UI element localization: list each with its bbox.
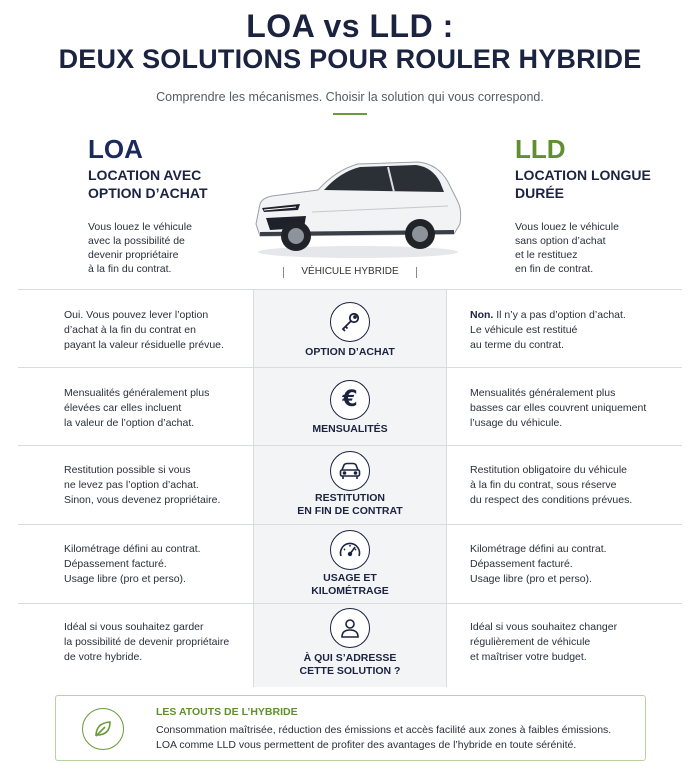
vehicle-label: [283, 266, 417, 277]
row-cible-lld: [470, 620, 670, 665]
cell-line: Oui. Vous pouvez lever l’option: [64, 309, 209, 321]
row-option-achat-label: [253, 346, 447, 359]
cell-line: Kilométrage défini au contrat.: [64, 543, 201, 555]
loa-desc-line: avec la possibilité de: [88, 235, 185, 247]
lld-acronym: LLD: [515, 134, 566, 164]
person-icon: [330, 608, 370, 648]
cell-line: élevées car elles incluent: [64, 402, 182, 414]
cell-line: Dépassement facturé.: [64, 558, 167, 570]
cell-line: Restitution possible si vous: [64, 464, 191, 476]
cell-line: Restitution obligatoire du véhicule: [470, 464, 628, 476]
label-line: RESTITUTION: [315, 492, 385, 504]
row-option-achat-loa: [64, 308, 244, 353]
row-mensualites-loa: [64, 386, 244, 431]
cell-line: régulièrement de véhicule: [470, 636, 591, 648]
row-option-achat-lld: [470, 308, 670, 353]
loa-name-line2: OPTION D’ACHAT: [88, 185, 208, 201]
cell-line: Kilométrage défini au contrat.: [470, 543, 607, 555]
row-cible-loa: [64, 620, 244, 665]
cell-line: à la fin du contrat, sous réserve: [470, 479, 617, 491]
cell-line: Usage libre (pro et perso).: [64, 573, 186, 585]
lld-desc-line: Vous louez le véhicule: [515, 221, 619, 233]
cell-line: Le véhicule est restitué: [470, 324, 578, 336]
label-line: KILOMÉTRAGE: [311, 585, 389, 597]
loa-desc-line: devenir propriétaire: [88, 249, 179, 261]
loa-header: [88, 134, 248, 276]
cell-line: l’usage du véhicule.: [470, 417, 563, 429]
cell-line: du respect des conditions prévues.: [470, 494, 633, 506]
cell-line: [470, 308, 670, 323]
cell-line: Mensualités généralement plus: [64, 387, 210, 399]
euro-icon: €: [330, 380, 370, 420]
key-icon: [330, 302, 370, 342]
cell-line: Usage libre (pro et perso).: [470, 573, 592, 585]
loa-desc-line: Vous louez le véhicule: [88, 221, 192, 233]
loa-description: [88, 220, 208, 276]
row-mensualites-lld: [470, 386, 670, 431]
accent-divider: [333, 113, 367, 115]
row-cible-label: [253, 652, 447, 678]
grid-divider: [18, 289, 682, 290]
cell-line: d’achat à la fin du contrat en: [64, 324, 196, 336]
loa-desc-line: à la fin du contrat.: [88, 263, 172, 275]
vehicle-label-text: VÉHICULE HYBRIDE: [301, 266, 399, 277]
lld-desc-line: et le restituez: [515, 249, 578, 261]
row-restitution-lld: [470, 463, 670, 508]
row-usage-label: [253, 572, 447, 598]
page-title-line1: LOA vs LLD :: [246, 8, 454, 44]
cell-line: Mensualités généralement plus: [470, 387, 616, 399]
cell-line: au terme du contrat.: [470, 339, 564, 351]
cell-bold: Non.: [470, 309, 494, 321]
cell-line: la possibilité de devenir propriétaire: [64, 636, 230, 648]
loa-acronym: LOA: [88, 134, 143, 164]
atouts-hybride-box: [55, 695, 646, 761]
label-line: EN FIN DE CONTRAT: [297, 505, 403, 517]
row-mensualites-label: [253, 423, 447, 436]
row-usage-loa: [64, 542, 244, 587]
atouts-line: LOA comme LLD vous permettent de profiter des avantages de l’hybride en toute sérénité.: [156, 739, 577, 751]
cell-line: Idéal si vous souhaitez changer: [470, 621, 618, 633]
cell-line: payant la valeur résiduelle prévue.: [64, 339, 224, 351]
car-front-icon: [330, 451, 370, 491]
label-bar-left: [283, 267, 284, 278]
atouts-text: [156, 723, 636, 753]
label-bar-right: [416, 267, 417, 278]
cell-line: la valeur de l’option d’achat.: [64, 417, 195, 429]
cell-line: Sinon, vous devenez propriétaire.: [64, 494, 221, 506]
cell-line: de votre hybride.: [64, 651, 143, 663]
loa-name-line1: LOCATION AVEC: [88, 167, 202, 183]
row-restitution-label: [253, 492, 447, 518]
label-line: À QUI S’ADRESSE: [303, 652, 397, 664]
atouts-line: Consommation maîtrisée, réduction des émissions et accès facilité aux zones à faibles émissions.: [156, 724, 612, 736]
cell-text: Il n’y a pas d’option d’achat.: [493, 309, 626, 321]
row-divider: [18, 445, 682, 446]
cell-line: basses car elles couvrent uniquement: [470, 402, 647, 414]
cell-line: Idéal si vous souhaitez garder: [64, 621, 204, 633]
row-divider: [18, 603, 682, 604]
leaf-icon: [82, 708, 124, 750]
label-line: MENSUALITÉS: [312, 423, 388, 435]
label-line: USAGE ET: [323, 572, 377, 584]
cell-line: Dépassement facturé.: [470, 558, 573, 570]
lld-name-line2: DURÉE: [515, 185, 565, 201]
cell-line: ne levez pas l’option d’achat.: [64, 479, 199, 491]
lld-header: [515, 134, 675, 276]
lld-name-line1: LOCATION LONGUE: [515, 167, 651, 183]
hybrid-car-image: [248, 148, 468, 260]
page-title-line2: DEUX SOLUTIONS POUR ROULER HYBRIDE: [58, 44, 642, 74]
label-line: OPTION D’ACHAT: [305, 346, 395, 358]
page-subtitle: Comprendre les mécanismes. Choisir la solution qui vous correspond.: [156, 90, 544, 104]
lld-desc-line: en fin de contrat.: [515, 263, 594, 275]
speedometer-icon: [330, 530, 370, 570]
cell-line: et maîtriser votre budget.: [470, 651, 587, 663]
lld-description: [515, 220, 635, 276]
row-divider: [18, 367, 682, 368]
lld-desc-line: sans option d’achat: [515, 235, 606, 247]
row-divider: [18, 524, 682, 525]
row-usage-lld: [470, 542, 670, 587]
row-restitution-loa: [64, 463, 244, 508]
label-line: CETTE SOLUTION ?: [299, 665, 401, 677]
atouts-title: LES ATOUTS DE L’HYBRIDE: [156, 706, 298, 718]
